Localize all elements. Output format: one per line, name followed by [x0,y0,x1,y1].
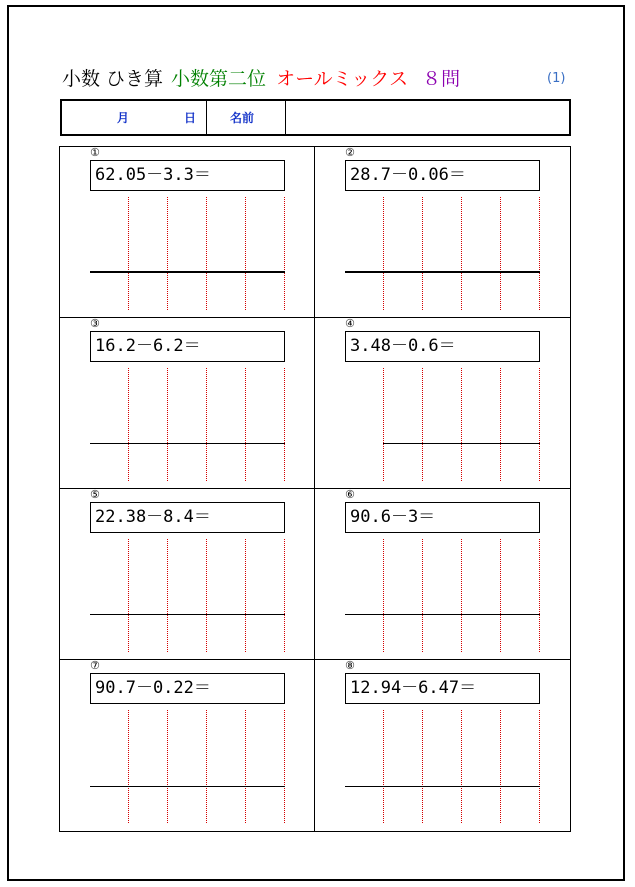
answer-line [90,786,285,787]
problem-number: ⑤ [90,488,100,501]
answer-line [90,614,285,615]
answer-line [345,786,540,787]
column-guide [284,539,285,652]
answer-line [345,614,540,615]
column-guide [128,368,129,481]
column-guide [206,197,207,310]
column-guide [167,710,168,823]
problem-number: ⑥ [345,488,355,501]
column-guide [461,539,462,652]
problem-expression: 28.7－0.06＝ [345,160,540,191]
problem-cell-3 [60,318,315,489]
name-row-divider-1 [206,101,207,134]
column-guide [206,710,207,823]
problem-number: ② [345,146,355,159]
problem-expression: 62.05－3.3＝ [90,160,285,191]
problem-cell-2 [315,147,570,318]
problem-expression: 22.38－8.4＝ [90,502,285,533]
problem-expression: 90.6－3＝ [345,502,540,533]
column-guide [539,539,540,652]
column-guide [245,710,246,823]
column-guide [245,539,246,652]
column-guide [539,368,540,481]
column-guide [500,539,501,652]
problem-number: ⑧ [345,659,355,672]
answer-line [345,271,540,273]
column-guide [500,368,501,481]
column-guide [539,710,540,823]
title-part-subject: 小数 ひき算 [62,68,164,90]
problem-cell-6 [315,489,570,660]
column-guide [284,710,285,823]
problem-cell-8 [315,660,570,831]
answer-line [383,443,540,444]
day-label: 日 [184,111,197,125]
column-guide [128,710,129,823]
column-guide [167,539,168,652]
column-guide [383,539,384,652]
column-guide [167,197,168,310]
answer-line [90,443,285,444]
column-guide [245,197,246,310]
column-guide [461,368,462,481]
title-part-level: 小数第二位 [171,68,267,90]
answer-line [90,271,285,273]
column-guide [128,197,129,310]
name-label: 名前 [230,111,255,125]
column-guide [422,710,423,823]
problem-cell-7 [60,660,315,831]
title-part-mix: オールミックス [276,68,409,90]
column-guide [461,197,462,310]
column-guide [461,710,462,823]
problem-expression: 3.48－0.6＝ [345,331,540,362]
name-field[interactable] [286,101,569,134]
problem-cell-5 [60,489,315,660]
problem-number: ③ [90,317,100,330]
column-guide [383,197,384,310]
column-guide [422,197,423,310]
problem-cell-1 [60,147,315,318]
worksheet-title [62,66,460,92]
column-guide [383,368,384,481]
column-guide [284,197,285,310]
column-guide [206,539,207,652]
problem-cell-4 [315,318,570,489]
problem-number: ① [90,146,100,159]
column-guide [206,368,207,481]
column-guide [422,539,423,652]
problem-number: ⑦ [90,659,100,672]
sheet-number: (1) [547,71,566,86]
column-guide [500,197,501,310]
column-guide [383,710,384,823]
column-guide [245,368,246,481]
title-part-count: ８問 [422,68,461,90]
month-label: 月 [117,111,130,125]
problem-expression: 90.7－0.22＝ [90,673,285,704]
column-guide [539,197,540,310]
column-guide [284,368,285,481]
problem-number: ④ [345,317,355,330]
problem-expression: 12.94－6.47＝ [345,673,540,704]
column-guide [500,710,501,823]
column-guide [167,368,168,481]
column-guide [422,368,423,481]
column-guide [128,539,129,652]
problem-expression: 16.2－6.2＝ [90,331,285,362]
name-date-row [60,99,571,136]
